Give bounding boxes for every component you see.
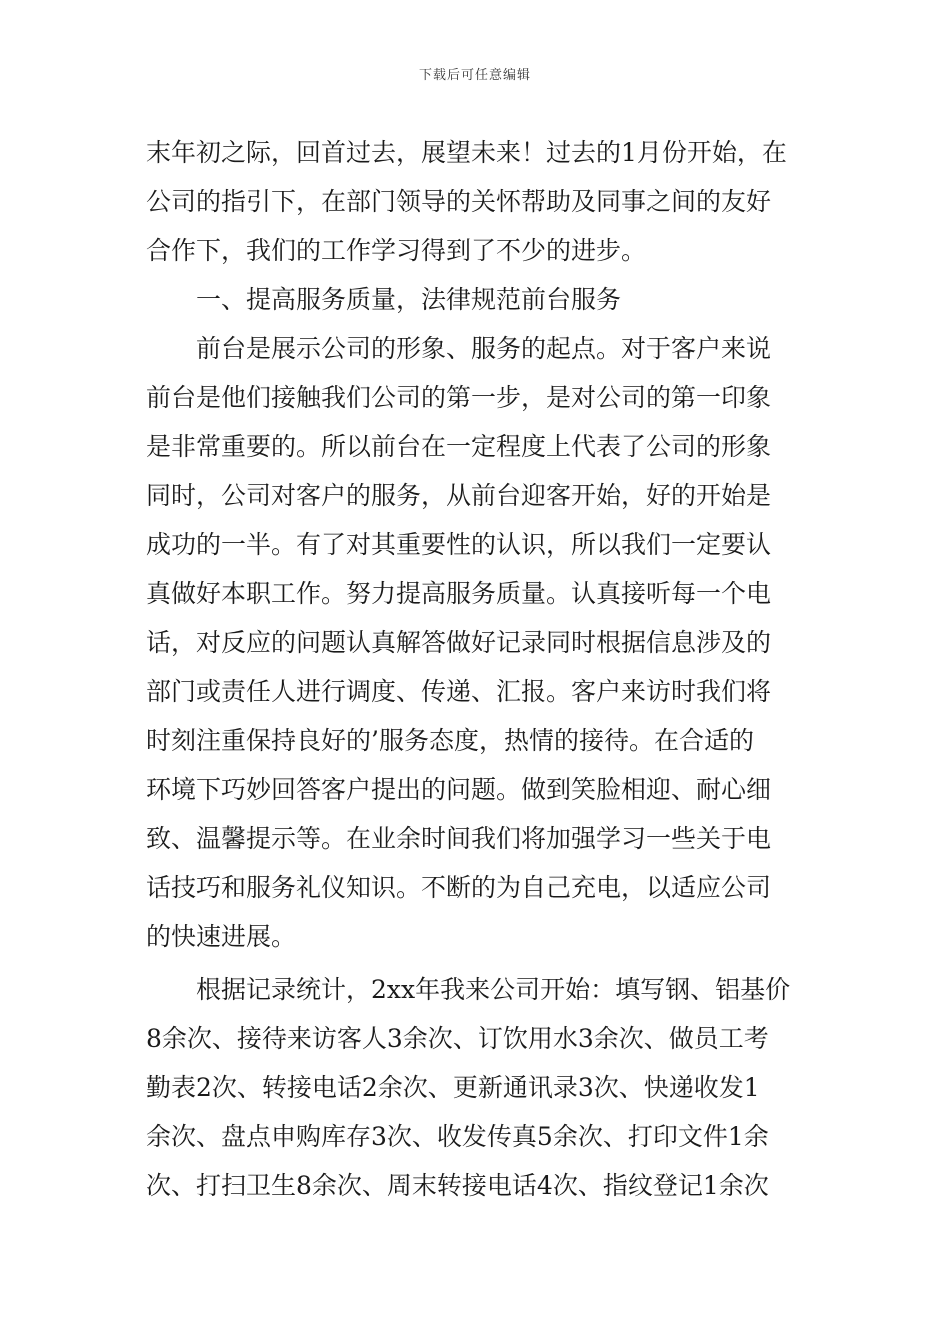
text-line: 合作下，我们的工作学习得到了不少的进步。 <box>146 236 647 265</box>
text-line: 次、打扫卫生8余次、周末转接电话4次、指纹登记1余次 <box>146 1171 769 1200</box>
text-line: 前台是他们接触我们公司的第一步，是对公司的第一印象 <box>146 383 772 412</box>
text-line: 余次、盘点申购库存3次、收发传真5余次、打印文件1余 <box>146 1122 769 1151</box>
text-line: 话，对反应的问题认真解答做好记录同时根据信息涉及的 <box>146 628 772 657</box>
text-line: 成功的一半。有了对其重要性的认识，所以我们一定要认 <box>146 530 772 559</box>
text-line: 末年初之际，回首过去，展望未来！过去的1月份开始，在 <box>146 138 787 167</box>
text-line: 前台是展示公司的形象、服务的起点。对于客户来说 <box>196 334 772 363</box>
page-header: 下载后可任意编辑 <box>418 68 531 83</box>
text-line: 真做好本职工作。努力提高服务质量。认真接听每一个电 <box>146 579 772 608</box>
text-line: 根据记录统计，2xx年我来公司开始：填写钢、铝基价 <box>196 975 791 1004</box>
text-line: 时刻注重保持良好的’服务态度，热情的接待。在合适的 <box>146 726 754 755</box>
text-line: 的快速进展。 <box>146 922 297 951</box>
document-body <box>146 128 812 1210</box>
text-line: 致、温馨提示等。在业余时间我们将加强学习一些关于电 <box>146 824 772 853</box>
section-heading: 一、提高服务质量，法律规范前台服务 <box>196 285 622 314</box>
text-line: 是非常重要的。所以前台在一定程度上代表了公司的形象 <box>146 432 772 461</box>
text-line: 公司的指引下，在部门领导的关怀帮助及同事之间的友好 <box>146 187 772 216</box>
text-line: 8余次、接待来访客人3余次、订饮用水3余次、做员工考 <box>146 1024 769 1053</box>
text-line: 勤表2次、转接电话2余次、更新通讯录3次、快递收发1 <box>146 1073 760 1102</box>
text-line: 同时，公司对客户的服务，从前台迎客开始，好的开始是 <box>146 481 772 510</box>
text-line: 部门或责任人进行调度、传递、汇报。客户来访时我们将 <box>146 677 772 706</box>
text-line: 环境下巧妙回答客户提出的问题。做到笑脸相迎、耐心细 <box>146 775 772 804</box>
text-line: 话技巧和服务礼仪知识。不断的为自己充电，以适应公司 <box>146 873 772 902</box>
